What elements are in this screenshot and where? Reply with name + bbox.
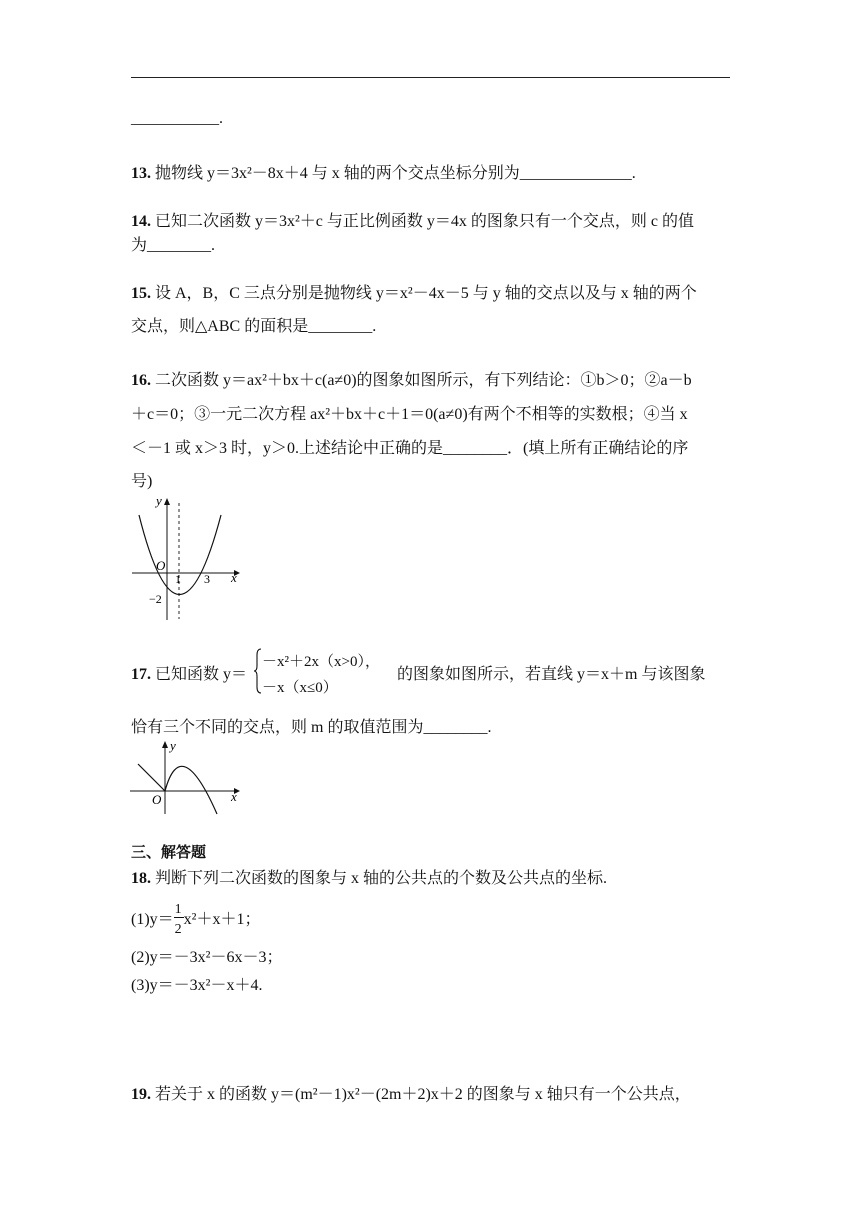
section-heading: 三、解答题 [131,843,207,861]
question-16-line3: ＜－1 或 x＞3 时，y＞0.上述结论中正确的是________．(填上所有正确结论的序 [131,440,689,457]
question-13-number: 13. [131,165,151,182]
question-16 [131,370,692,392]
y-axis-arrow [164,498,170,505]
question-15 [131,283,697,305]
question-18-text: 判断下列二次函数的图象与 x 轴的公共点的个数及公共点的坐标. [155,870,608,887]
y-axis-label: y [170,738,176,753]
question-19-number: 19. [131,1086,151,1103]
question-18 [131,868,607,890]
tick-label-minus-2: −2 [149,592,162,606]
question-14-line1: 已知二次函数 y＝3x²＋c 与正比例函数 y＝4x 的图象只有一个交点，则 c 的值 [155,213,695,230]
question-17-suffix: 的图象如图所示，若直线 y＝x＋m 与该图象 [397,666,706,683]
piecewise-case-2: －x（x≤0） [262,680,338,696]
blank-continuation: ___________. [131,110,223,127]
question-14 [131,211,694,233]
question-19 [131,1084,691,1106]
y-axis-arrow [162,741,168,748]
question-17-number: 17. [131,666,151,683]
question-18-number: 18. [131,870,151,887]
question-16-number: 16. [131,372,151,389]
tick-label-1: 1 [175,572,181,586]
question-14-number: 14. [131,213,151,230]
question-18-part-2: (2)y＝－3x²－6x－3； [131,949,283,966]
question-17-graph [128,738,244,816]
part-1-prefix: (1)y＝ [131,911,174,928]
question-17-prefix-text: 已知函数 y＝ [155,666,248,683]
question-14-line2: 为________. [131,237,216,254]
header-rule [131,77,730,78]
question-18-part-1 [131,902,261,937]
fraction-one-half [174,902,184,937]
question-15-number: 15. [131,285,151,302]
fraction-denominator: 2 [174,922,182,937]
question-15-line2: 交点，则△ABC 的面积是________. [131,318,377,335]
part-1-suffix: x²＋x＋1； [183,911,261,928]
origin-label: O [152,792,162,807]
question-19-text: 若关于 x 的函数 y＝(m²－1)x²－(2m＋2)x＋2 的图象与 x 轴只有一个公共点， [155,1086,691,1103]
question-13 [131,163,636,185]
question-16-line4: 号) [131,473,153,490]
right-branch-parabola [165,766,217,814]
tick-label-3: 3 [204,572,210,586]
question-13-text: 抛物线 y＝3x²－8x＋4 与 x 轴的两个交点坐标分别为______________. [155,165,636,182]
question-16-line1: 二次函数 y＝ax²＋bx＋c(a≠0)的图象如图所示，有下列结论：①b＞0；②a－b [155,372,692,389]
question-16-line2: ＋c＝0；③一元二次方程 ax²＋bx＋c＋1＝0(a≠0)有两个不相等的实数根；④当 x [131,406,688,423]
question-18-part-3: (3)y＝－3x²－x＋4. [131,977,263,994]
fraction-bar [174,917,184,918]
question-17-prefix [131,664,247,686]
piecewise-case-1: －x²＋2x（x>0）， [262,654,380,670]
x-axis-label: x [231,570,237,585]
y-axis-label: y [156,493,162,508]
origin-label: O [156,558,166,573]
x-axis-label: x [231,789,237,804]
piecewise-brace [254,647,262,695]
left-branch-line [138,764,165,791]
question-16-graph [122,493,242,621]
question-17-line2: 恰有三个不同的交点，则 m 的取值范围为________. [131,719,492,736]
fraction-numerator: 1 [174,902,182,917]
question-15-line1: 设 A，B，C 三点分别是抛物线 y＝x²－4x－5 与 y 轴的交点以及与 x 轴的两个 [155,285,697,302]
